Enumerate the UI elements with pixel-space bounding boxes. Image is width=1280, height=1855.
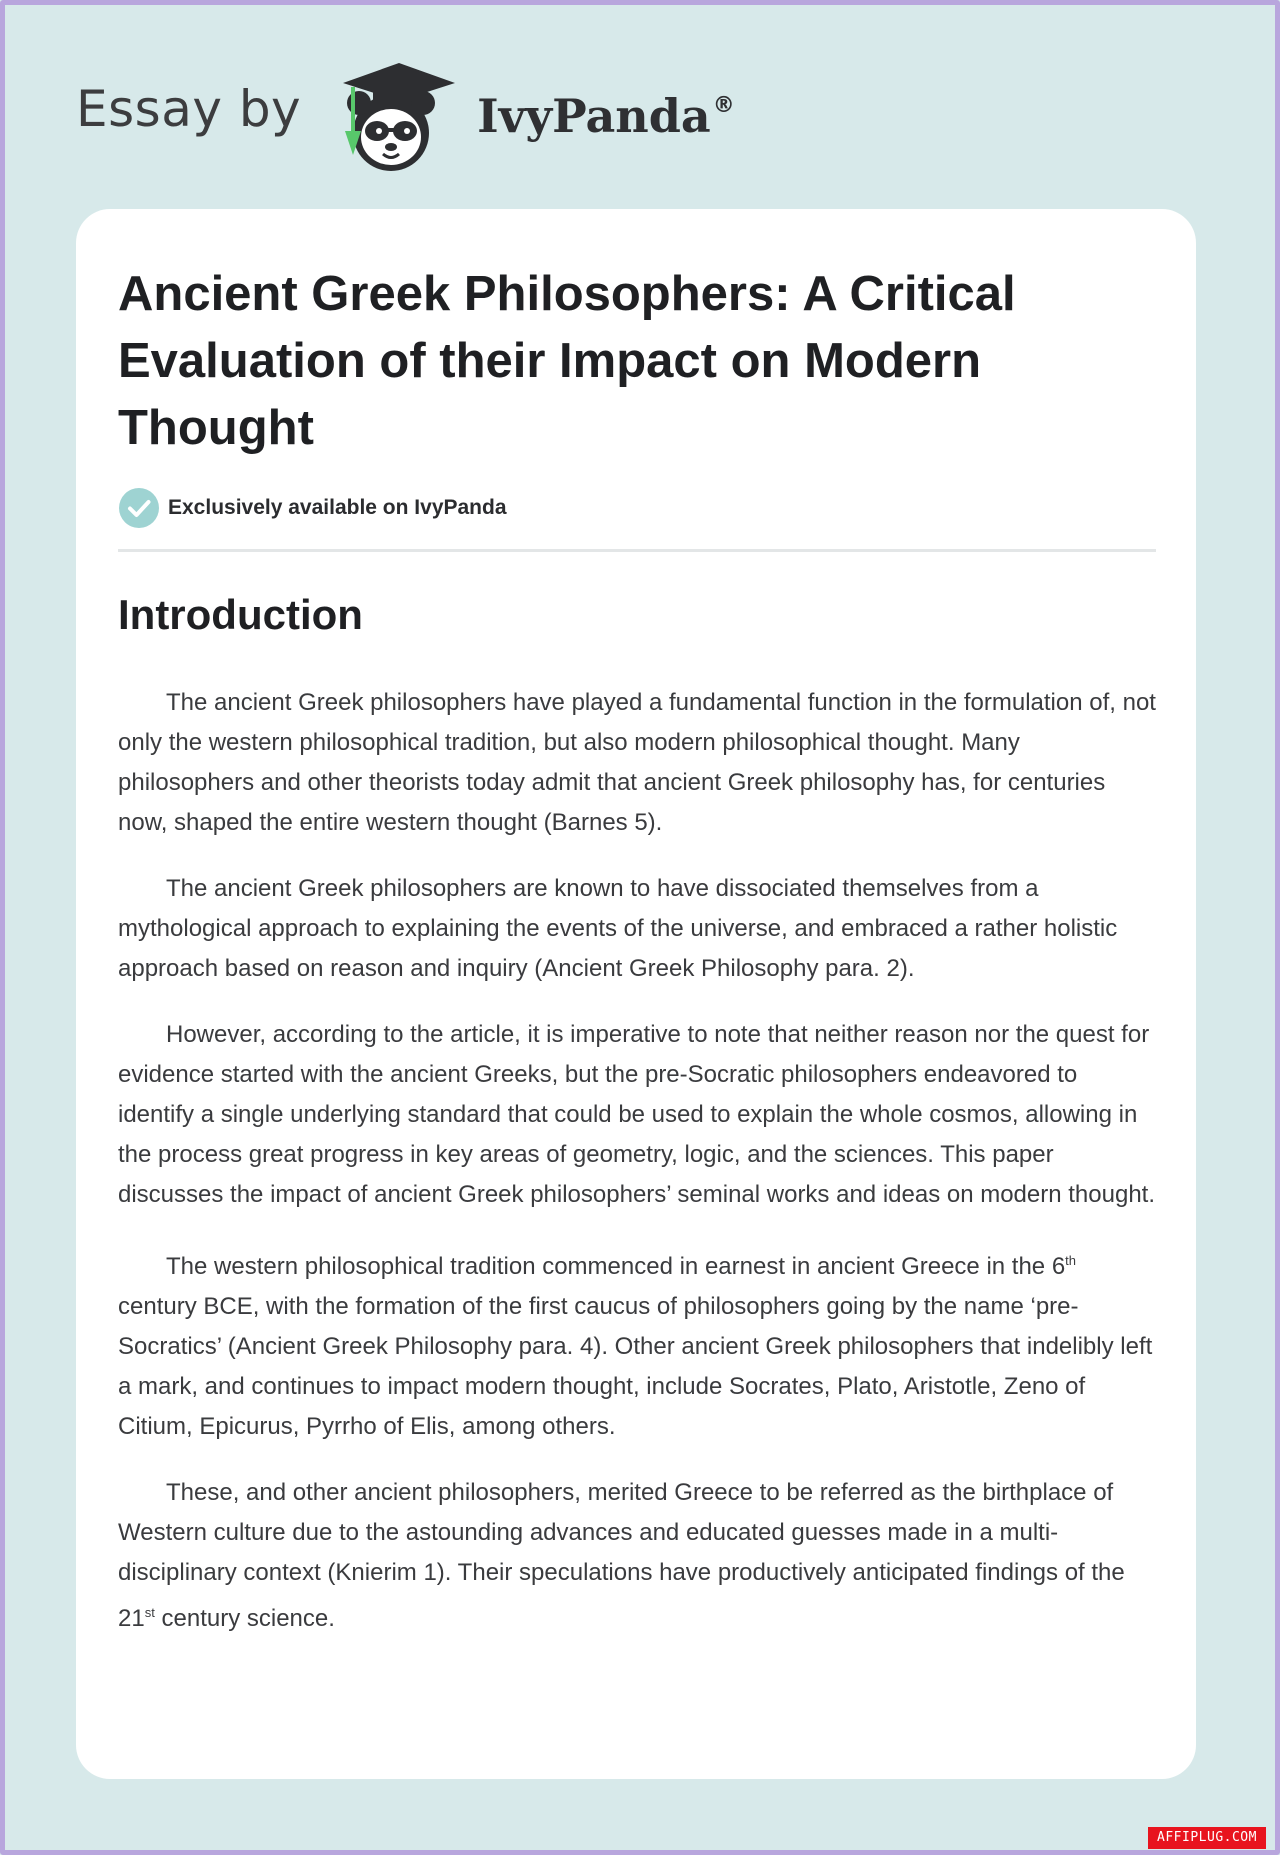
- check-circle-icon: [118, 487, 160, 529]
- essay-by-label: Essay by: [76, 80, 302, 138]
- body-paragraph: The ancient Greek philosophers are known to have dissociated themselves from a mythological approach to explaining the events of the universe, and embraced a rather holistic approach based on reason and inquiry (Ancient Greek Philosophy para. 2).: [118, 875, 1118, 982]
- paragraph-text: century BCE, with the formation of the first caucus of philosophers going by the name ‘pre-Socratics’ (Ancient Greek Philosophy para. 4). Other ancient Greek philosophers that indelibly left a mark, and continues to impact modern thought, include Socrates, Plato, Aristotle, Zeno of Citium, Epicurus, Pyrrho of Elis, among others.: [118, 1293, 1153, 1440]
- brand-name: [477, 89, 735, 143]
- section-heading: Introduction: [118, 591, 363, 638]
- panda-graduate-icon: [329, 57, 469, 177]
- registered-mark: ®: [712, 93, 735, 118]
- exclusive-label: Exclusively available on IvyPanda: [168, 496, 507, 519]
- watermark-badge: AFFIPLUG.COM: [1148, 1827, 1266, 1849]
- essay-body: [118, 683, 1158, 1665]
- brand-name-text: IvyPanda: [477, 89, 711, 143]
- body-paragraph: [118, 1241, 1158, 1447]
- brand-header: [76, 52, 735, 182]
- ordinal-suffix: st: [144, 1605, 155, 1620]
- paragraph-text: century science.: [154, 1605, 335, 1632]
- essay-title: Ancient Greek Philosophers: A Critical Evaluation of their Impact on Modern Thought: [118, 267, 1016, 455]
- exclusive-badge: [118, 487, 507, 529]
- ordinal-suffix: th: [1065, 1253, 1077, 1268]
- title-divider: [118, 549, 1156, 552]
- paragraph-text: The western philosophical tradition commenced in earnest in ancient Greece in the 6: [166, 1253, 1066, 1280]
- body-paragraph: The ancient Greek philosophers have played a fundamental function in the formulation of, not only the western philosophical tradition, but also modern philosophical thought. Many philosophers and other theorists today admit that ancient Greek philosophy has, for centuries now, shaped the entire western thought (Barnes 5).: [118, 689, 1156, 836]
- body-paragraph: However, according to the article, it is imperative to note that neither reason nor the quest for evidence started with the ancient Greeks, but the pre-Socratic philosophers endeavored to identify a single underlying standard that could be used to explain the whole cosmos, allowing in the process great progress in key areas of geometry, logic, and the sciences. This paper discusses the impact of ancient Greek philosophers’ seminal works and ideas on modern thought.: [118, 1021, 1156, 1208]
- paragraph-text: These, and other ancient philosophers, merited Greece to be referred as the birthplace of Western culture due to the astounding advances and educated guesses made in a multi-disciplinary context (Knierim 1). Their speculations have productively anticipated findings of the 21: [118, 1479, 1125, 1632]
- body-paragraph: [118, 1473, 1158, 1639]
- essay-card: [76, 209, 1196, 1779]
